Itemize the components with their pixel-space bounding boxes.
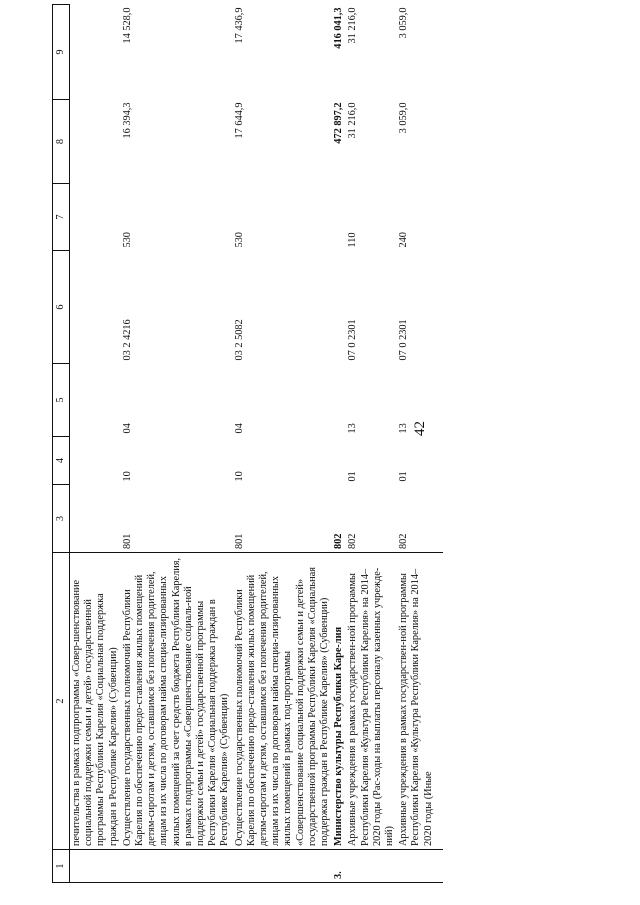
row-name: Осуществление государственных полномочий Республики Карелия по обеспечению предо-ставления жилых помещений детям-сиротам и детям, оставшимся без попечения родителей, лицам из их числа по договорам найма специа-лизированных жилых помещений в рамках под-программы «Совершенствование социальной поддержки семьи и детей» государственной программы Республики Карелия «Социальная поддержка граждан в Республике Карелия» (Субвенции) (233, 553, 333, 850)
row-expense-type-code: 110 (347, 232, 359, 248)
row-expense-type-code: 530 (233, 232, 245, 248)
row-section-code (332, 437, 346, 485)
table-header (53, 5, 70, 883)
row-target-code: 03 2 4216 (121, 319, 133, 361)
row-section-code: 10 (233, 471, 245, 482)
col-header-8: 8 (53, 100, 70, 184)
row-expense-type-code (70, 184, 121, 251)
table-row (346, 5, 397, 883)
row-name: Архивные учреждения в рамках государствен-ной программы Республики Карелия «Культура Республики Карелия» на 2014–2020 годы (Рас-ходы на выплаты персоналу казенных учрежде-ний) (346, 553, 397, 850)
row-amount-col8: 472 897,2 (333, 102, 345, 144)
table-body (70, 5, 443, 883)
col-header-9: 9 (53, 5, 70, 100)
row-ministry-code: 801 (121, 533, 133, 549)
row-ministry-code: 802 (333, 533, 345, 549)
col-header-7: 7 (53, 184, 70, 251)
row-amount-col8: 17 644,9 (233, 102, 245, 139)
row-ministry-code: 802 (347, 533, 359, 549)
row-section-code (70, 437, 121, 485)
row-ministry-code: 802 (398, 533, 410, 549)
row-target-code: 07 0 2301 (398, 319, 410, 361)
row-target-code: 03 2 5082 (233, 319, 245, 361)
col-header-5: 5 (53, 364, 70, 437)
row-amount-col9: 17 436,9 (233, 7, 245, 44)
table-row (397, 5, 443, 883)
row-target-code (70, 251, 121, 364)
row-amount-col8 (70, 100, 121, 184)
row-expense-type-code (332, 184, 346, 251)
col-header-4: 4 (53, 437, 70, 485)
row-number (233, 850, 333, 883)
row-subsection-code: 04 (121, 423, 133, 434)
row-target-code: 07 0 2301 (347, 319, 359, 361)
table-row (233, 5, 333, 883)
row-amount-col9: 31 216,0 (347, 7, 359, 44)
row-name: печительства в рамках подпрограммы «Совер-шенствование социальной поддержки семьи и детей» государственной программы Республики Карелия «Социальная поддержка граждан в Республике Карелия» (Субвенции) (70, 553, 121, 850)
page-number: 42 (412, 421, 428, 436)
row-amount-col8: 31 216,0 (347, 102, 359, 139)
column-number-row (53, 5, 70, 883)
row-target-code (332, 251, 346, 364)
row-number: 3. (332, 850, 346, 883)
table-row (121, 5, 233, 883)
row-amount-col9: 14 528,0 (121, 7, 133, 44)
row-amount-col9: 3 059,0 (398, 7, 410, 39)
row-amount-col9 (70, 5, 121, 100)
row-number (70, 850, 121, 883)
rotated-page-content (52, 5, 622, 883)
budget-table (52, 4, 443, 883)
col-header-2: 2 (53, 553, 70, 850)
row-number (346, 850, 397, 883)
col-header-6: 6 (53, 251, 70, 364)
row-name: Министерство культуры Республики Каре-лия (332, 553, 346, 850)
row-name: Архивные учреждения в рамках государствен-ной программы Республики Карелия «Культура Республики Карелия» на 2014–2020 годы (Иные (397, 553, 443, 850)
row-amount-col8: 16 394,3 (121, 102, 133, 139)
row-section-code: 01 (398, 471, 410, 482)
col-header-3: 3 (53, 485, 70, 553)
row-number (121, 850, 233, 883)
row-expense-type-code: 530 (121, 232, 133, 248)
row-ministry-code: 801 (233, 533, 245, 549)
row-amount-col9: 416 041,3 (333, 7, 345, 49)
table-row-ministry (332, 5, 346, 883)
row-subsection-code (70, 364, 121, 437)
row-name: Осуществление государственных полномочий Республики Карелия по обеспечению предо-ставления жилых помещений детям-сиротам и детям, оставшимся без попечения родителей, лицам из их числа по договорам найма специа-лизированных жилых помещений за счет средств бюджета Республики Карелия, в рамках подпрограммы «Совершенствование социаль-ной поддержки семьи и детей» государственной программы Республики Карелия «Социальная поддержка граждан в Республике Карелия» (Субвенции) (121, 553, 233, 850)
row-amount-col8: 3 059,0 (398, 102, 410, 134)
row-subsection-code (332, 364, 346, 437)
row-subsection-code: 13 (347, 423, 359, 434)
row-section-code: 10 (121, 471, 133, 482)
row-ministry-code (70, 485, 121, 553)
table-row (70, 5, 121, 883)
col-header-1: 1 (53, 850, 70, 883)
row-subsection-code: 13 (398, 423, 410, 434)
row-subsection-code: 04 (233, 423, 245, 434)
row-number (397, 850, 443, 883)
row-section-code: 01 (347, 471, 359, 482)
row-expense-type-code: 240 (398, 232, 410, 248)
